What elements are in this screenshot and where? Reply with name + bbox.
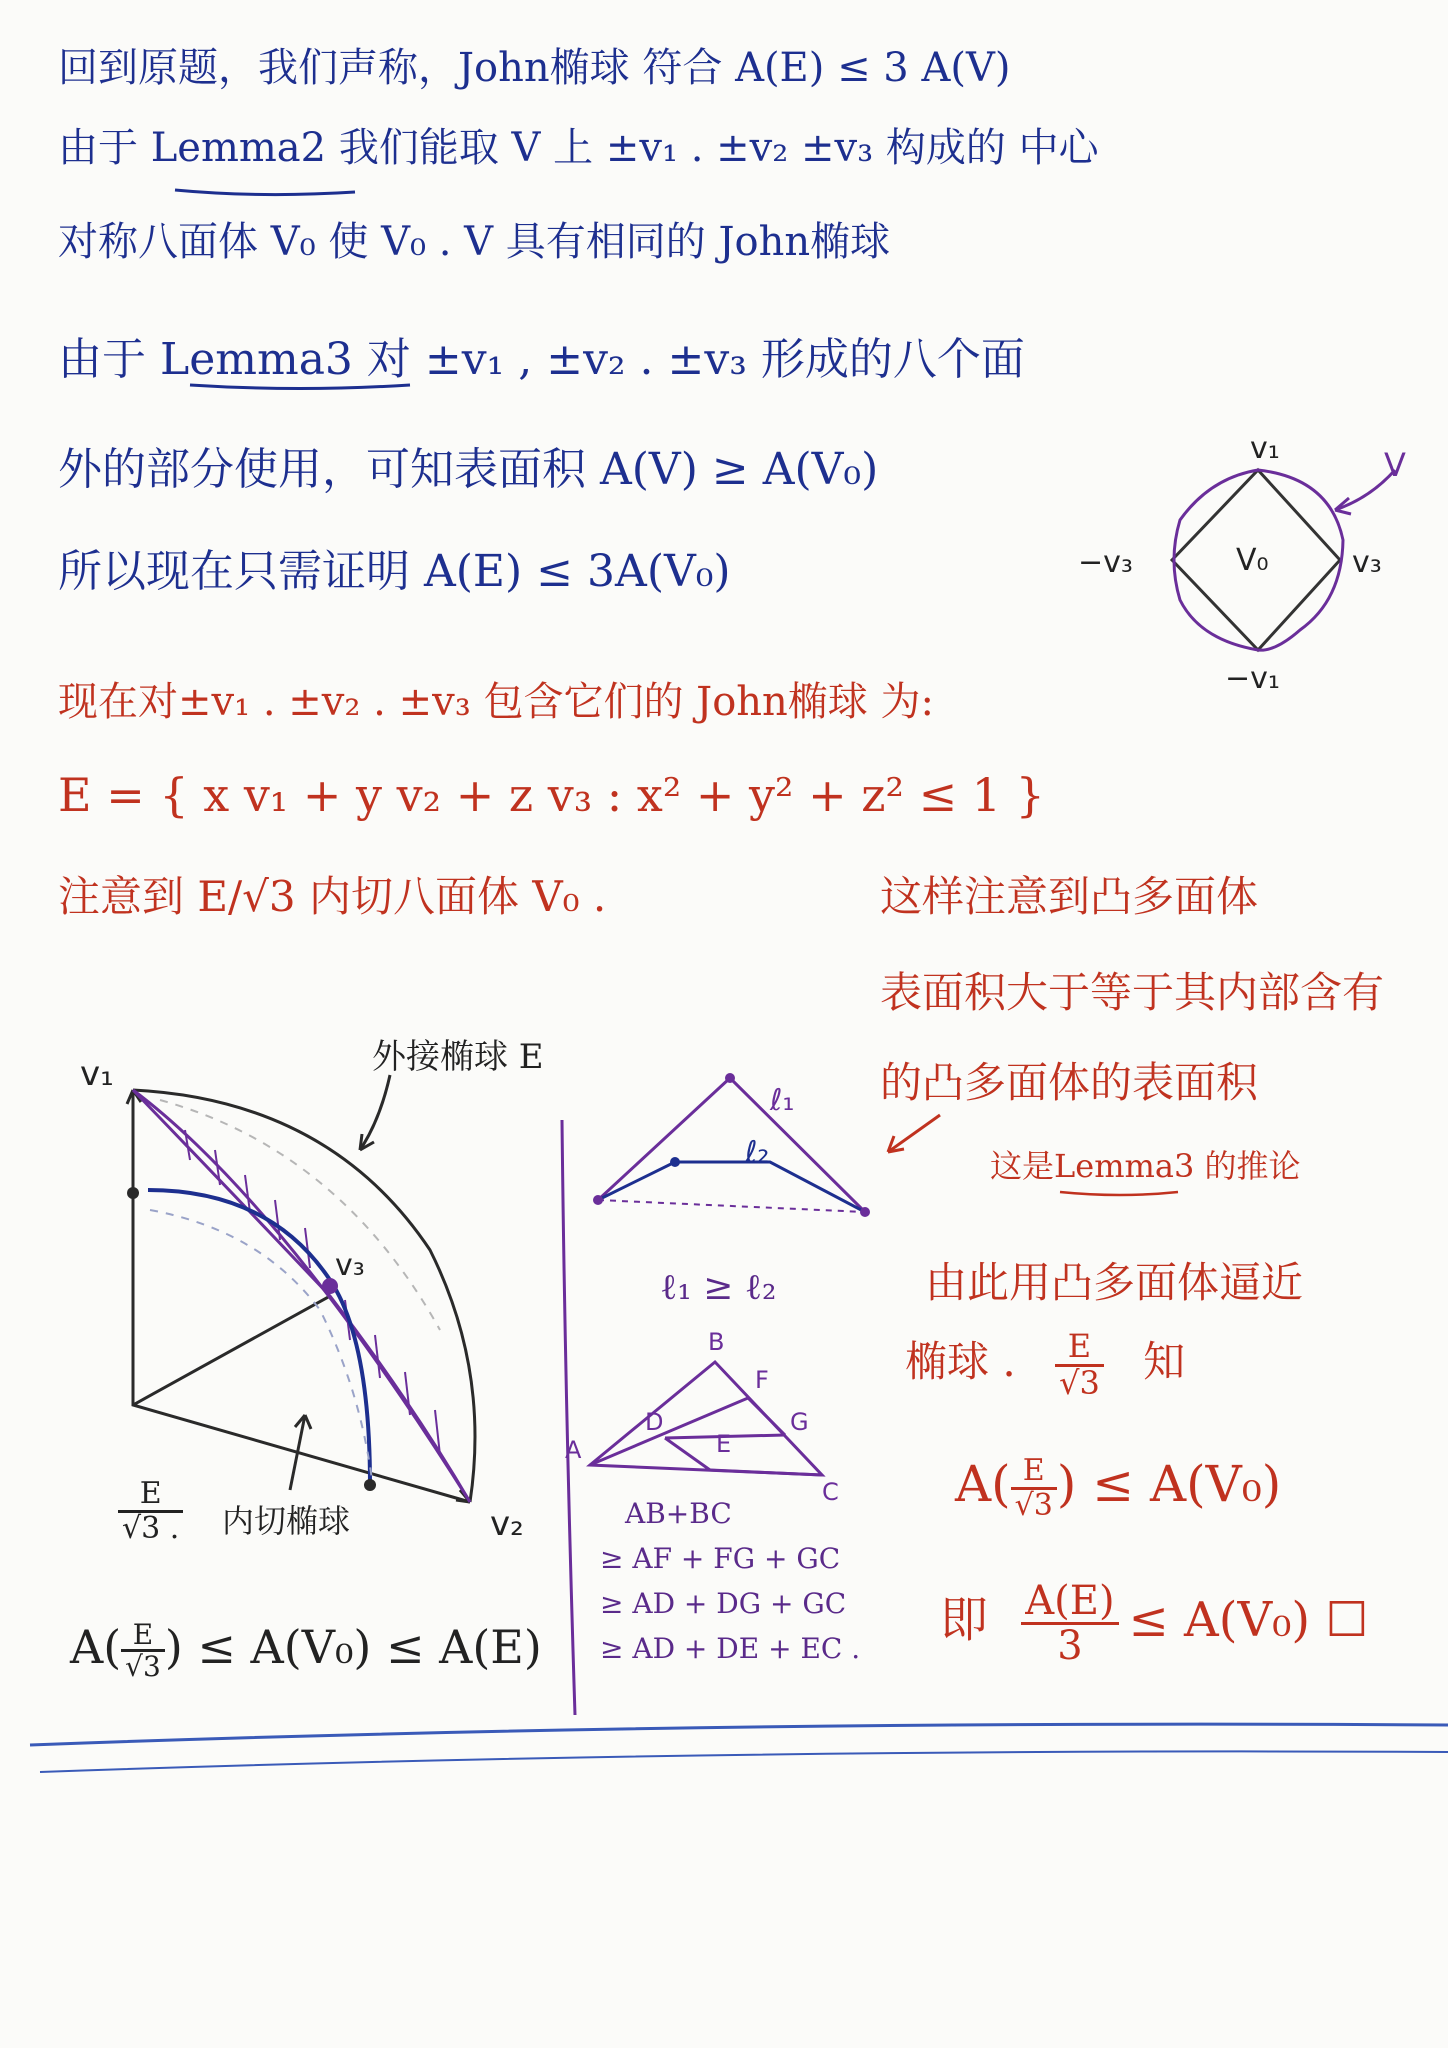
point-D: D xyxy=(645,1408,664,1436)
point-A: A xyxy=(565,1436,582,1464)
figure-divider xyxy=(562,1120,575,1715)
ellipsoid-definition: E = { x v₁ + y v₂ + z v₃ : x² + y² + z² ≤ 1 } xyxy=(58,768,1045,822)
text-line-10: 表面积大于等于其内部含有 xyxy=(880,968,1385,1017)
triangle-figure xyxy=(590,1362,822,1475)
text-line-2: 由于 Lemma2 我们能取 V 上 ±v₁ . ±v₂ ±v₃ 构成的 中心 xyxy=(58,125,1099,171)
octagon-center-label: V₀ xyxy=(1236,543,1269,578)
point-F: F xyxy=(755,1366,769,1394)
l2-label: ℓ₂ xyxy=(745,1135,770,1170)
l1-label: ℓ₁ xyxy=(770,1083,795,1118)
bottom-rule-2 xyxy=(40,1751,1448,1772)
v1-label: v₁ xyxy=(80,1054,114,1094)
inscribed-fraction: $\frac{E}{√3 .}$ xyxy=(118,1478,183,1544)
text-line-5: 外的部分使用，可知表面积 A(V) ≥ A(V₀) xyxy=(58,444,879,495)
text-line-12: 由此用凸多面体逼近 xyxy=(925,1258,1304,1307)
point-B: B xyxy=(708,1328,725,1356)
ellipsoid-word: 椭球 . xyxy=(905,1337,1016,1387)
chain-line-4: ≥ AD + DE + EC . xyxy=(600,1632,861,1665)
octahedron-section-figure xyxy=(1078,431,1406,696)
text-line-9b: 这样注意到凸多面体 xyxy=(880,872,1259,921)
point-C: C xyxy=(822,1478,839,1506)
lemma3-note: 这是Lemma3 的推论 xyxy=(990,1147,1301,1185)
text-line-11: 的凸多面体的表面积 xyxy=(880,1058,1259,1107)
octagon-outer-label: V xyxy=(1384,446,1406,484)
octagon-right-label: v₃ xyxy=(1352,545,1382,580)
chain-line-1: AB+BC xyxy=(625,1497,732,1530)
v3-label: v₃ xyxy=(335,1248,365,1283)
v2-label: v₂ xyxy=(490,1504,524,1544)
point-G: G xyxy=(790,1408,809,1436)
text-line-4: 由于 Lemma3 对 ±v₁ , ±v₂ . ±v₃ 形成的八个面 xyxy=(58,334,1025,385)
chain-line-3: ≥ AD + DG + GC xyxy=(600,1587,847,1620)
circumscribed-ellipsoid-label: 外接椭球 E xyxy=(372,1037,544,1077)
left-chain-inequality: A( $\frac{E}{√3}$ ) ≤ A(V₀) ≤ A(E) xyxy=(70,1618,542,1684)
point-E: E xyxy=(716,1430,732,1458)
path-length-figure xyxy=(593,1073,870,1217)
text-line-7: 现在对±v₁ . ±v₂ . ±v₃ 包含它们的 John椭球 为: xyxy=(58,679,934,725)
chain-line-2: ≥ AF + FG + GC xyxy=(600,1542,841,1575)
bottom-rule-1 xyxy=(30,1724,1448,1745)
octagon-left-label: −v₃ xyxy=(1078,545,1133,580)
know-word: 知 xyxy=(1143,1337,1186,1387)
octagon-bottom-label: −v₁ xyxy=(1225,661,1280,696)
text-line-3: 对称八面体 V₀ 使 V₀ . V 具有相同的 John椭球 xyxy=(58,219,891,265)
octagon-top-label: v₁ xyxy=(1250,431,1280,466)
e-over-sqrt3-fraction: $\frac{E}{√3}$ xyxy=(1055,1330,1104,1400)
text-line-9a: 注意到 E/√3 内切八面体 V₀ . xyxy=(58,872,607,921)
inequality-2: 即 $\frac{A(E)}{3}$ ≤ A(V₀) ☐ xyxy=(940,1578,1369,1669)
l1-geq-l2: ℓ₁ ≥ ℓ₂ xyxy=(660,1267,777,1308)
text-line-1: 回到原题，我们声称，John椭球 符合 A(E) ≤ 3 A(V) xyxy=(58,45,1011,91)
inequality-1: A( $\frac{E}{√3}$ ) ≤ A(V₀) xyxy=(955,1453,1282,1523)
inscribed-ellipsoid-label: 内切椭球 xyxy=(222,1502,351,1540)
octant-figure xyxy=(80,1054,524,1544)
text-line-6: 所以现在只需证明 A(E) ≤ 3A(V₀) xyxy=(58,546,731,597)
